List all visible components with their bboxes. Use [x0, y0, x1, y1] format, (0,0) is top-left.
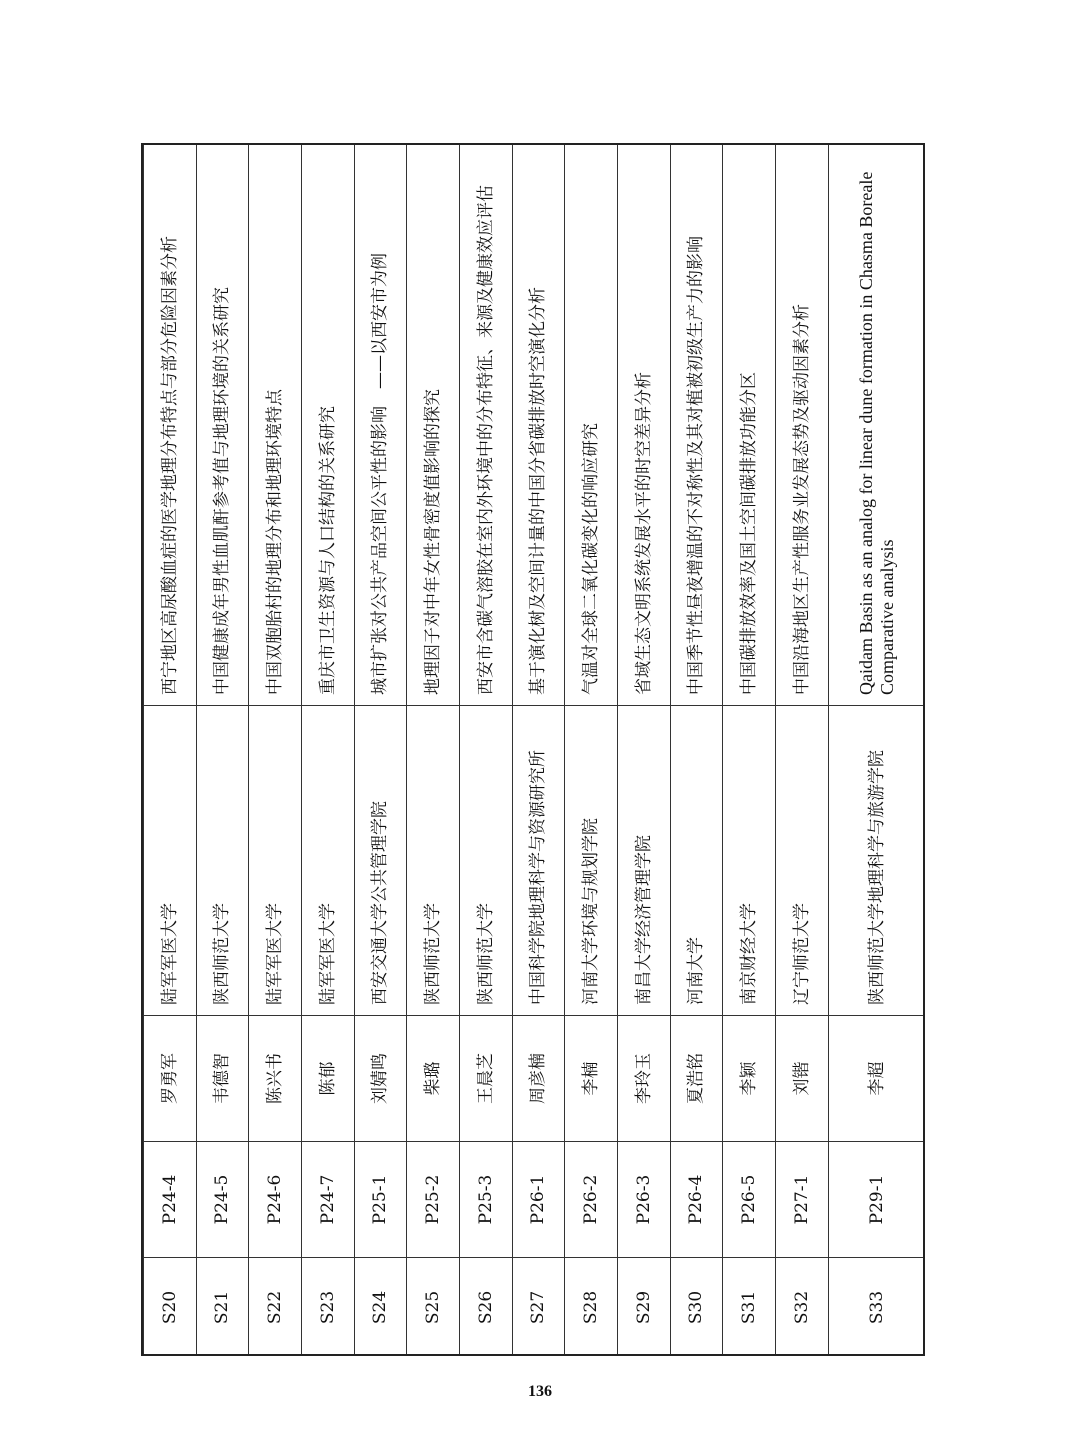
title-cell: 基于演化树及空间计量的中国分省碳排放时空演化分析: [512, 145, 565, 706]
paper-code-cell: P29-1: [828, 1142, 925, 1258]
session-cell: S31: [723, 1258, 776, 1357]
table-row: [459, 145, 512, 1357]
institution-cell: 河南大学环境与规划学院: [565, 706, 618, 1016]
paper-code-cell: P24-4: [144, 1142, 197, 1258]
paper-code-cell: P25-3: [459, 1142, 512, 1258]
paper-code-cell: P26-5: [723, 1142, 776, 1258]
schedule-table: [143, 144, 925, 1356]
institution-cell: 河南大学: [670, 706, 723, 1016]
author-cell: 陈郁: [301, 1016, 354, 1142]
session-cell: S24: [354, 1258, 407, 1357]
session-cell: S22: [249, 1258, 302, 1357]
table-row: [249, 145, 302, 1357]
author-cell: 韦德智: [196, 1016, 249, 1142]
title-cell: 地理因子对中年女性骨密度值影响的探究: [407, 145, 460, 706]
title-cell: 西宁地区高尿酸血症的医学地理分布特点与部分危险因素分析: [144, 145, 197, 706]
paper-code-cell: P25-1: [354, 1142, 407, 1258]
session-cell: S20: [144, 1258, 197, 1357]
author-cell: 刘婧鸣: [354, 1016, 407, 1142]
table-row: [565, 145, 618, 1357]
session-cell: S23: [301, 1258, 354, 1357]
table-row: [354, 145, 407, 1357]
table-row: [301, 145, 354, 1357]
session-cell: S21: [196, 1258, 249, 1357]
author-cell: 柴璐: [407, 1016, 460, 1142]
table-row: [617, 145, 670, 1357]
table-row: [512, 145, 565, 1357]
institution-cell: 陕西师范大学: [459, 706, 512, 1016]
author-cell: 李玲玉: [617, 1016, 670, 1142]
institution-cell: 陆军军医大学: [144, 706, 197, 1016]
author-cell: 陈兴书: [249, 1016, 302, 1142]
table-row: [828, 145, 925, 1357]
author-cell: 刘锴: [775, 1016, 828, 1142]
paper-code-cell: P24-5: [196, 1142, 249, 1258]
institution-cell: 陕西师范大学: [196, 706, 249, 1016]
author-cell: 周彦楠: [512, 1016, 565, 1142]
author-cell: 李颖: [723, 1016, 776, 1142]
title-cell: 城市扩张对公共产品空间公平性的影响 ——以西安市为例: [354, 145, 407, 706]
author-cell: 李超: [828, 1016, 925, 1142]
institution-cell: 南昌大学经济管理学院: [617, 706, 670, 1016]
institution-cell: 陕西师范大学地理科学与旅游学院: [828, 706, 925, 1016]
table-row: [196, 145, 249, 1357]
session-cell: S33: [828, 1258, 925, 1357]
paper-code-cell: P26-3: [617, 1142, 670, 1258]
session-cell: S25: [407, 1258, 460, 1357]
institution-cell: 辽宁师范大学: [775, 706, 828, 1016]
author-cell: 罗勇军: [144, 1016, 197, 1142]
schedule-table-frame: [141, 143, 925, 1356]
institution-cell: 陆军军医大学: [301, 706, 354, 1016]
institution-cell: 南京财经大学: [723, 706, 776, 1016]
table-row: [407, 145, 460, 1357]
paper-code-cell: P24-7: [301, 1142, 354, 1258]
paper-code-cell: P26-2: [565, 1142, 618, 1258]
schedule-table-body: [144, 145, 926, 1357]
title-cell: 中国季节性昼夜增温的不对称性及其对植被初级生产力的影响: [670, 145, 723, 706]
session-cell: S29: [617, 1258, 670, 1357]
table-row: [775, 145, 828, 1357]
paper-code-cell: P26-4: [670, 1142, 723, 1258]
rotated-table-wrapper: [143, 145, 925, 1356]
paper-code-cell: P25-2: [407, 1142, 460, 1258]
session-cell: S30: [670, 1258, 723, 1357]
paper-code-cell: P27-1: [775, 1142, 828, 1258]
session-cell: S32: [775, 1258, 828, 1357]
author-cell: 王晨芝: [459, 1016, 512, 1142]
title-cell: 气温对全球二氧化碳变化的响应研究: [565, 145, 618, 706]
title-cell: 中国沿海地区生产性服务业发展态势及驱动因素分析: [775, 145, 828, 706]
session-cell: S28: [565, 1258, 618, 1357]
page-number: 136: [528, 1383, 552, 1400]
paper-code-cell: P26-1: [512, 1142, 565, 1258]
title-cell: Qaidam Basin as an analog for linear dune formation in Chasma Boreale Comparative analysis: [828, 145, 925, 706]
institution-cell: 陆军军医大学: [249, 706, 302, 1016]
title-cell: 中国健康成年男性血肌酐参考值与地理环境的关系研究: [196, 145, 249, 706]
institution-cell: 中国科学院地理科学与资源研究所: [512, 706, 565, 1016]
author-cell: 夏浩铭: [670, 1016, 723, 1142]
title-cell: 中国碳排放效率及国土空间碳排放功能分区: [723, 145, 776, 706]
session-cell: S27: [512, 1258, 565, 1357]
table-row: [144, 145, 197, 1357]
title-cell: 西安市含碳气溶胶在室内外环境中的分布特征、来源及健康效应评估: [459, 145, 512, 706]
table-row: [723, 145, 776, 1357]
title-cell: 中国双胞胎村的地理分布和地理环境特点: [249, 145, 302, 706]
table-row: [670, 145, 723, 1357]
session-cell: S26: [459, 1258, 512, 1357]
paper-code-cell: P24-6: [249, 1142, 302, 1258]
institution-cell: 西安交通大学公共管理学院: [354, 706, 407, 1016]
author-cell: 李楠: [565, 1016, 618, 1142]
title-cell: 省域生态文明系统发展水平的时空差异分析: [617, 145, 670, 706]
institution-cell: 陕西师范大学: [407, 706, 460, 1016]
title-cell: 重庆市卫生资源与人口结构的关系研究: [301, 145, 354, 706]
